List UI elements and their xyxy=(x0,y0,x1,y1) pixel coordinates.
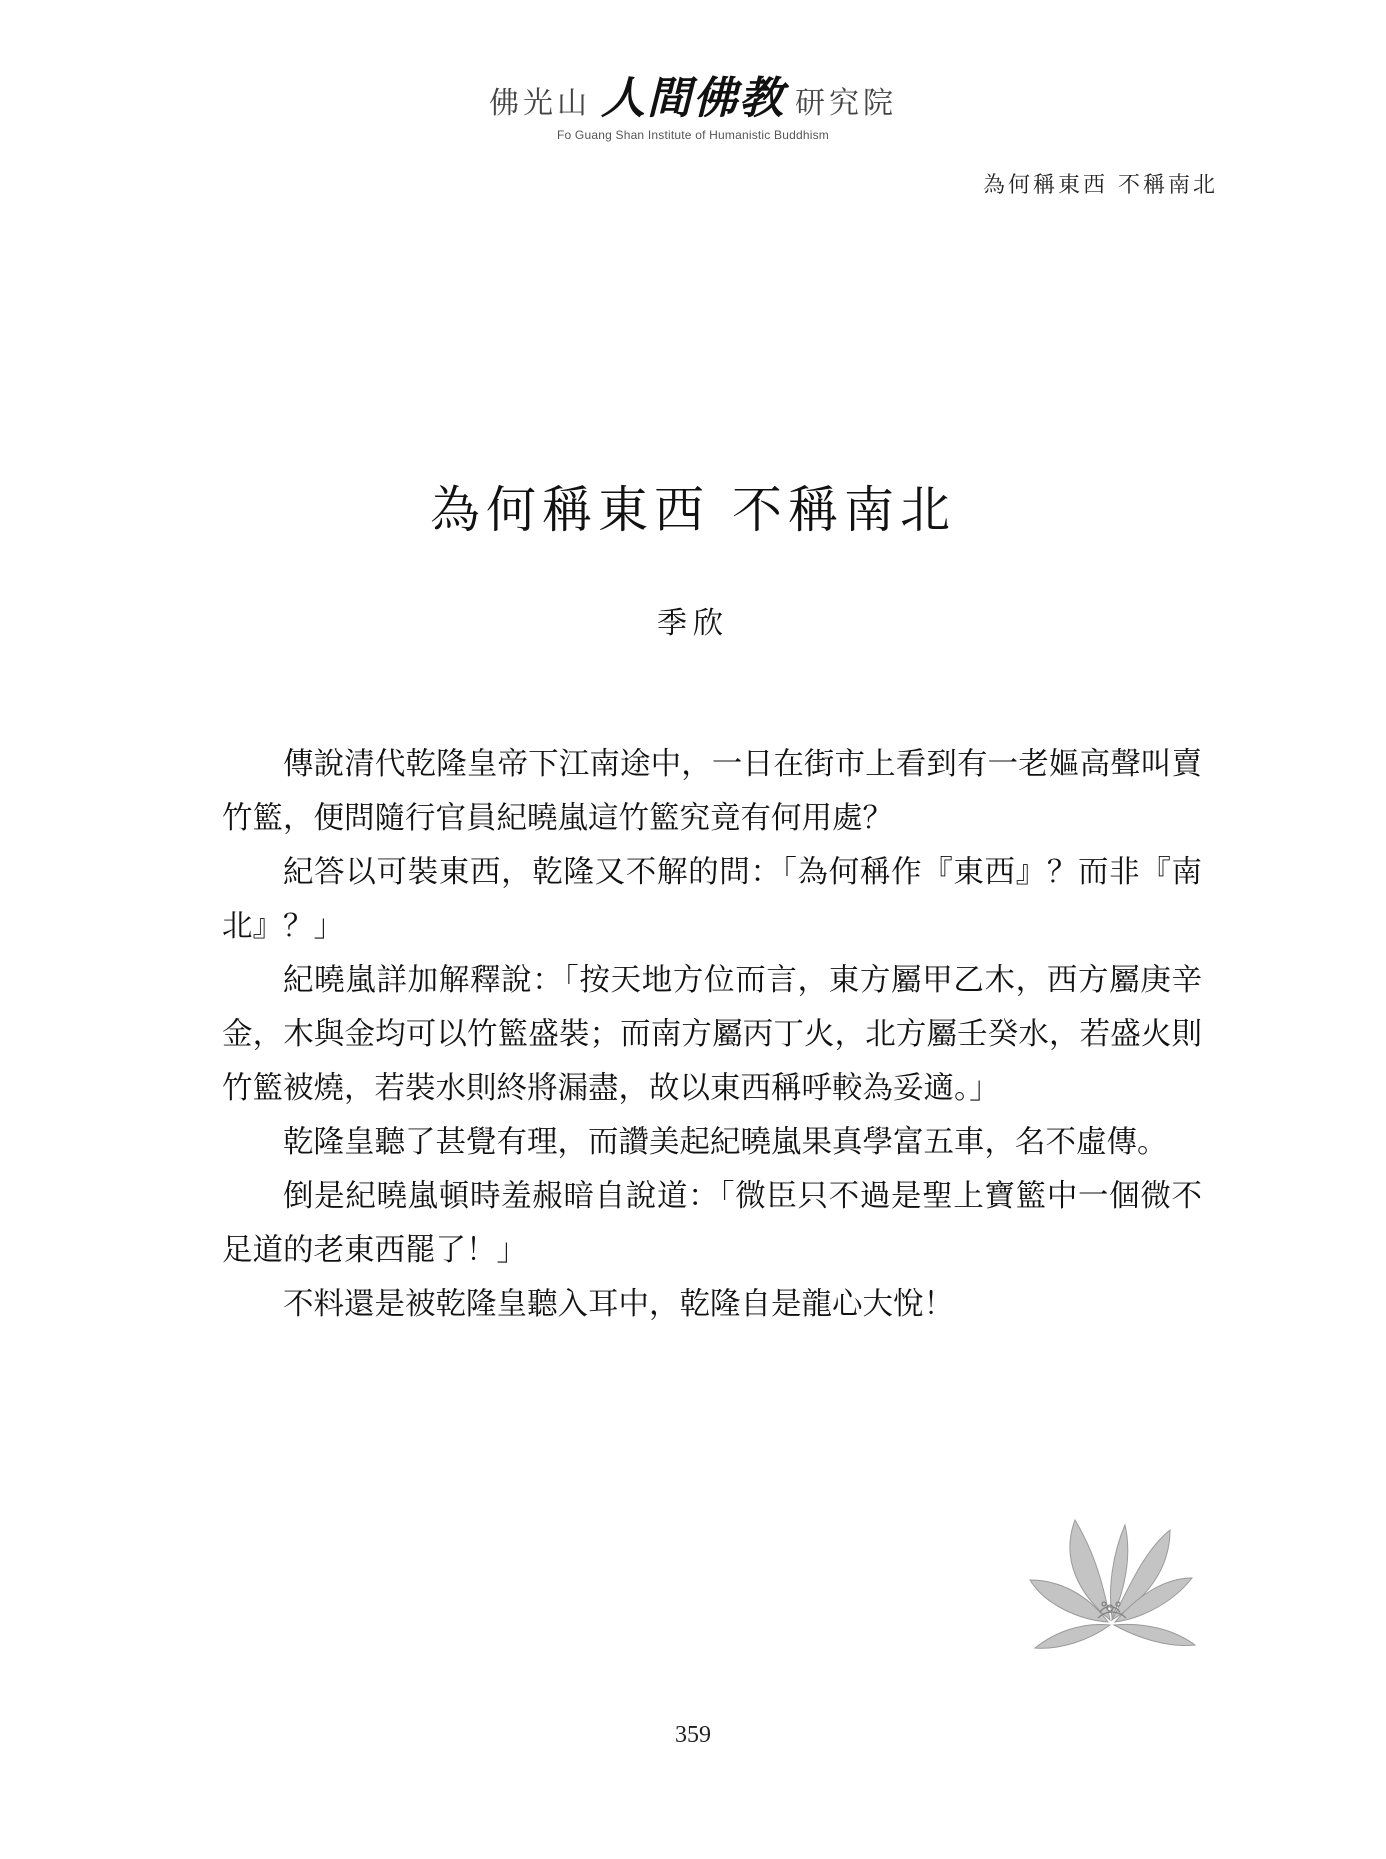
paragraph: 傳說清代乾隆皇帝下江南途中，一日在街市上看到有一老嫗高聲叫賣竹籃，便問隨行官員紀曉嵐這竹籃究竟有何用處？ xyxy=(222,747,1202,836)
brand-subtitle: Fo Guang Shan Institute of Humanistic Buddhism xyxy=(556,128,829,142)
lotus-icon xyxy=(1020,1500,1200,1660)
paragraph: 乾隆皇聽了甚覺有理，而讚美起紀曉嵐果真學富五車，名不虛傳。 xyxy=(283,1125,1168,1160)
page-number: 359 xyxy=(675,1722,711,1748)
brand-left-text: 佛光山 xyxy=(489,86,591,121)
paragraph: 紀曉嵐詳加解釋說：「按天地方位而言，東方屬甲乙木，西方屬庚辛金，木與金均可以竹籃盛裝；而南方屬丙丁火，北方屬壬癸水，若盛火則竹籃被燒，若裝水則終將漏盡，故以東西稱呼較為妥適。」 xyxy=(222,963,1202,1106)
brand-calligraphy-text: 人間佛教 xyxy=(601,73,785,124)
article-body xyxy=(222,738,1202,1332)
brand-right-text: 研究院 xyxy=(795,86,897,121)
running-head: 為何稱東西 不稱南北 xyxy=(983,173,1218,198)
paragraph: 紀答以可裝東西，乾隆又不解的問：「為何稱作『東西』？而非『南北』？」 xyxy=(222,855,1202,944)
article-title: 為何稱東西 不稱南北 xyxy=(430,481,956,539)
institute-header xyxy=(0,62,1386,142)
article-author: 季欣 xyxy=(657,606,729,641)
paragraph: 不料還是被乾隆皇聽入耳中，乾隆自是龍心大悅！ xyxy=(283,1287,954,1322)
institute-logo xyxy=(489,62,897,126)
paragraph: 倒是紀曉嵐頓時羞赧暗自說道：「微臣只不過是聖上寶籃中一個微不足道的老東西罷了！」 xyxy=(222,1179,1202,1268)
